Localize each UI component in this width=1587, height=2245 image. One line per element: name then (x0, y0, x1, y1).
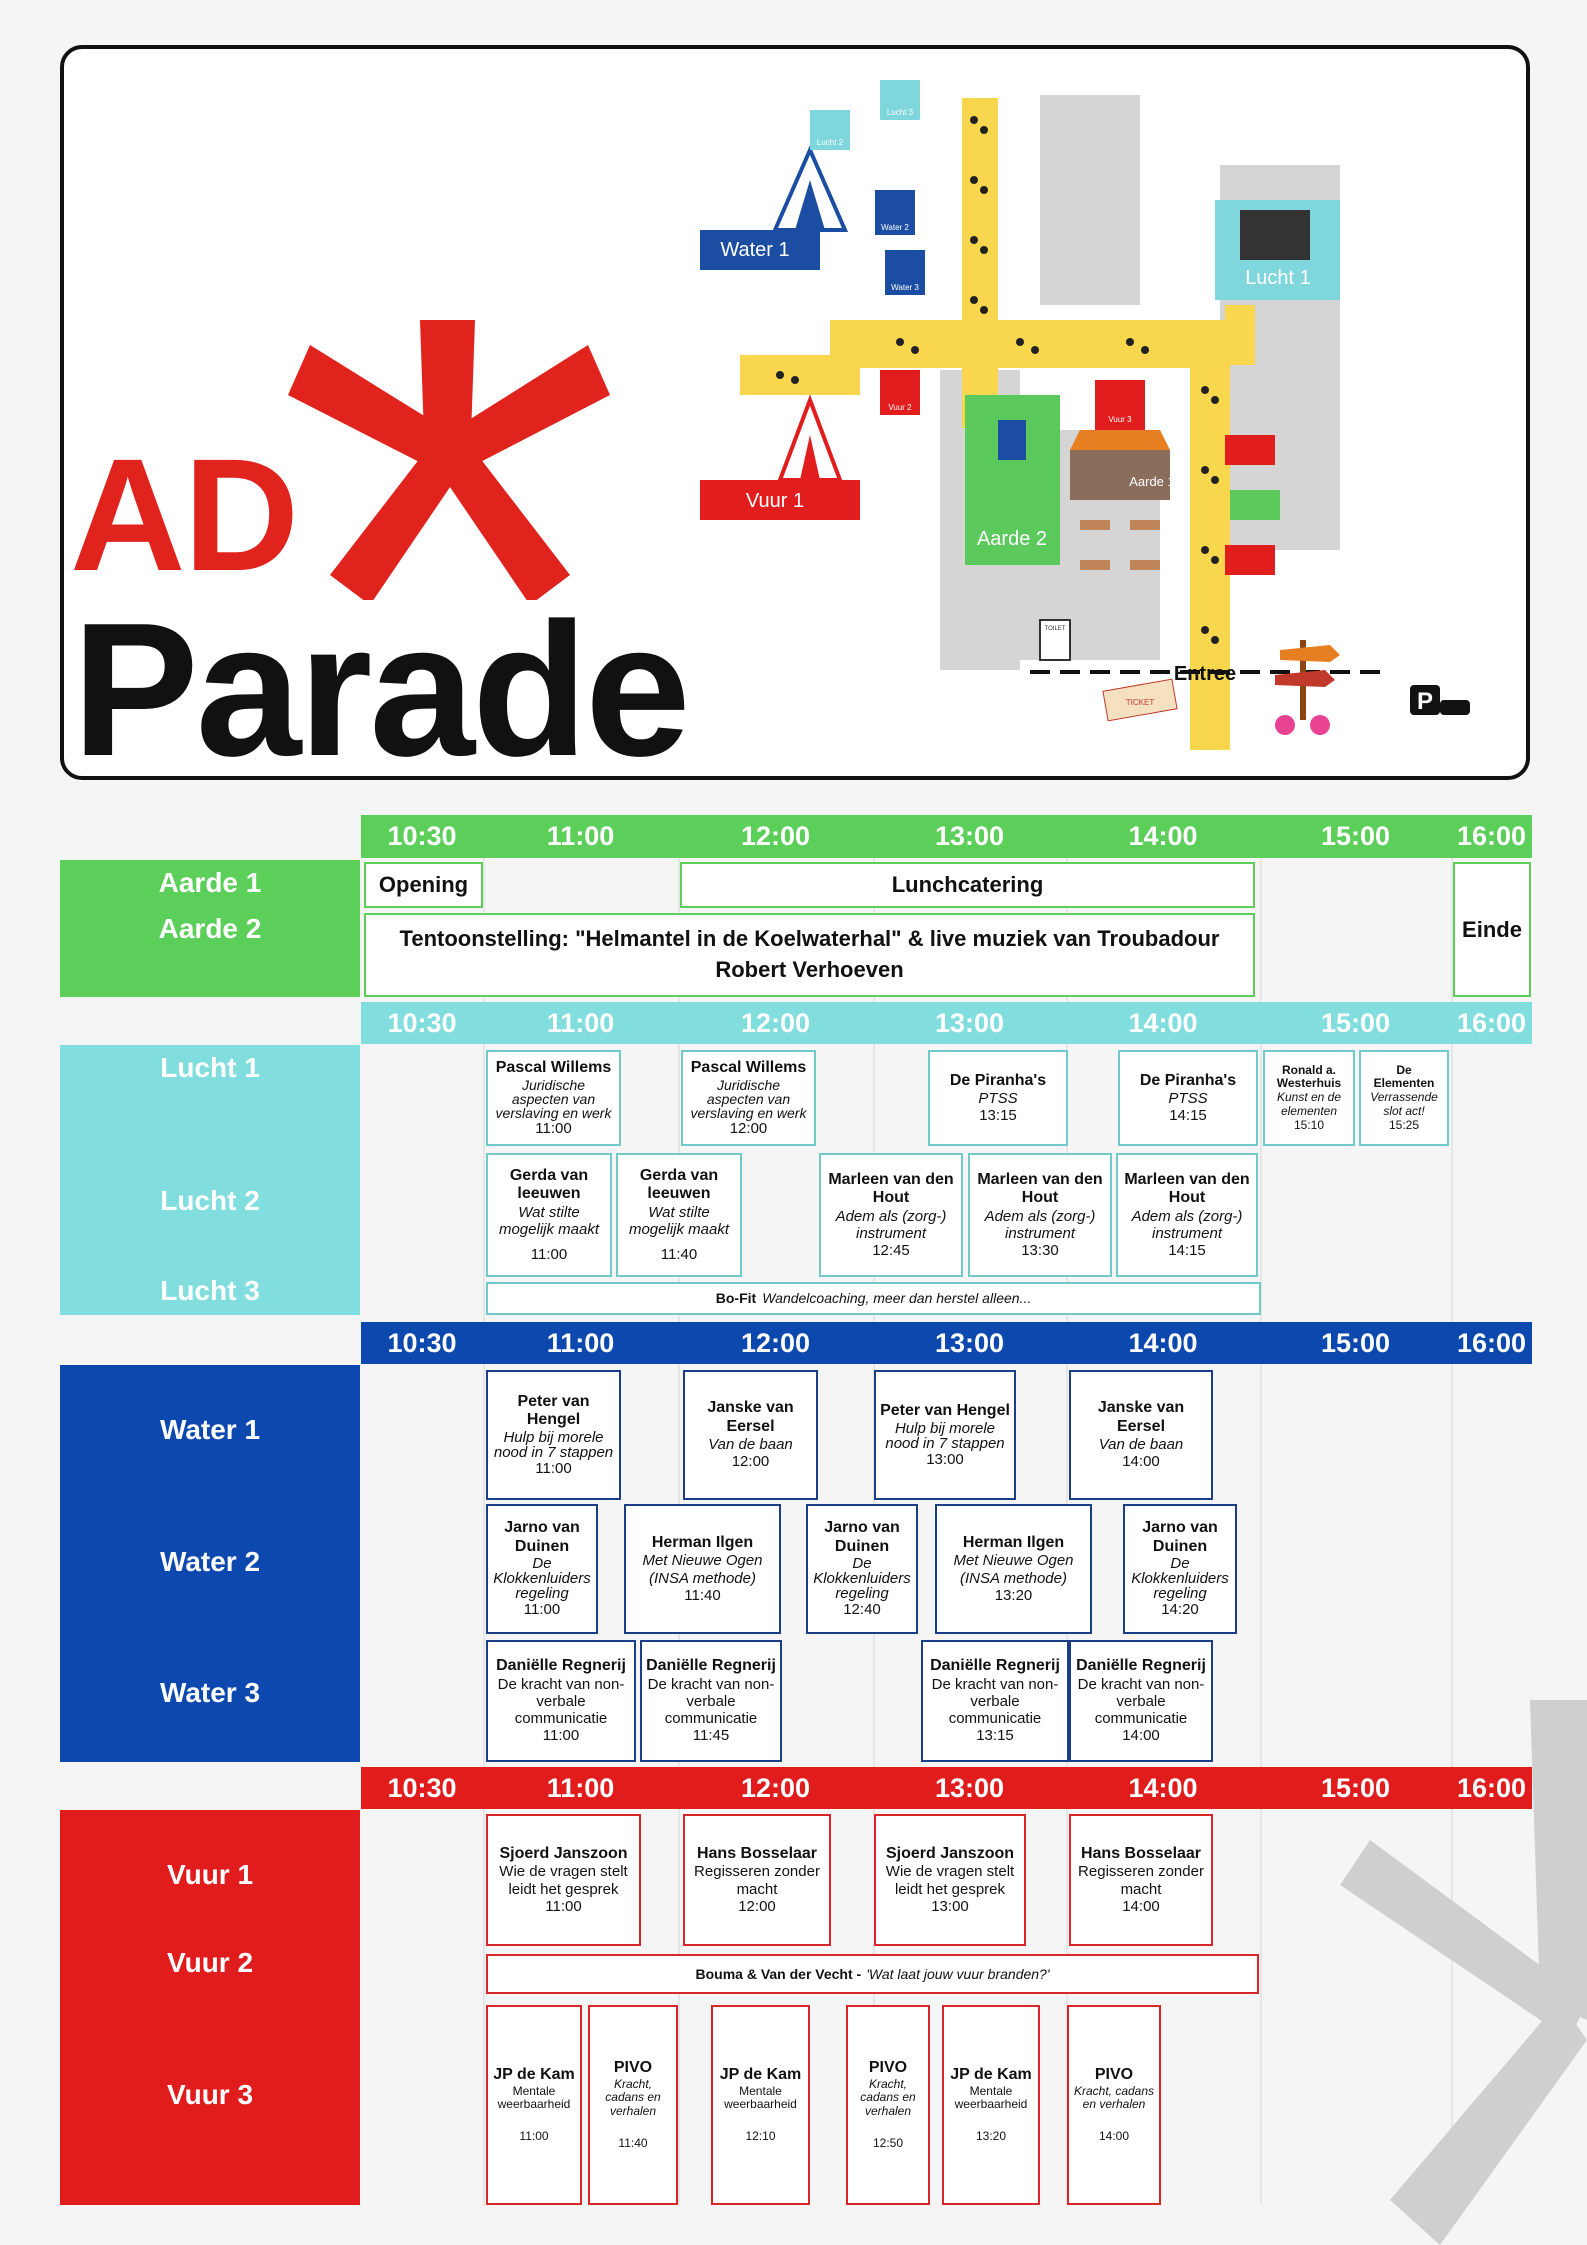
session-lunchcatering: Lunchcatering (680, 862, 1255, 908)
time-1030: 10:30 (387, 1007, 457, 1038)
time-1500: 15:00 (1320, 1327, 1391, 1358)
session-card: De Elementen Verrassende slot act! 15:25 (1359, 1050, 1449, 1146)
zone-water3: Water 3 (159, 1677, 261, 1708)
session-card: Gerda van leeuwen Wat stilte mogelijk maakt 11:40 (616, 1153, 742, 1277)
session-card: Janske van Eersel Van de baan 14:00 (1069, 1370, 1213, 1500)
session-card: Daniëlle Regnerij De kracht van non-verbale communicatie 11:45 (640, 1640, 782, 1762)
session-card: Janske van Eersel Van de baan 12:00 (683, 1370, 818, 1500)
session-card: PIVO Kracht, cadans en verhalen 14:00 (1067, 2005, 1161, 2205)
time-1100: 11:00 (546, 821, 615, 851)
time-1300: 13:00 (934, 1007, 1005, 1038)
time-1200: 12:00 (740, 821, 811, 851)
session-bouma: Bouma & Van der Vecht - 'Wat laat jouw vuur branden?' (486, 1954, 1259, 1994)
map-water1-label: Water 1 (720, 239, 790, 261)
session-card: PIVO Kracht, cadans en verhalen 12:50 (846, 2005, 930, 2205)
asterisk-watermark-icon (1300, 1700, 1587, 2245)
session-tentoonstelling: Tentoonstelling: "Helmantel in de Koelwaterhal" & live muziek van Troubadour Robert Verhoeven (364, 913, 1255, 997)
time-1400: 14:00 (1128, 1327, 1198, 1358)
time-1500: 15:00 (1320, 1772, 1391, 1803)
zone-aarde1: Aarde 1 (158, 866, 262, 898)
map-vuur3-label: Vuur 3 (1108, 415, 1132, 424)
time-1400: 14:00 (1128, 821, 1198, 851)
session-card: Herman Ilgen Met Nieuwe Ogen (INSA methode) 13:20 (935, 1504, 1092, 1634)
map-entree-label: Entree (1173, 663, 1237, 685)
time-1300: 13:00 (934, 1327, 1005, 1358)
zone-water2: Water 2 (159, 1546, 261, 1577)
time-1100: 11:00 (546, 1772, 615, 1803)
time-1300: 13:00 (934, 821, 1005, 851)
logo-parade: Parade (72, 584, 688, 796)
water1-tent (775, 150, 845, 230)
map-vuur1-label: Vuur 1 (745, 490, 805, 512)
session-card: Daniëlle Regnerij De kracht van non-verbale communicatie 13:15 (921, 1640, 1069, 1762)
zone-lucht2: Lucht 2 (160, 1184, 260, 1216)
session-card: Pascal Willems Juridische aspecten van verslaving en werk 11:00 (486, 1050, 621, 1146)
zone-aarde2: Aarde 2 (158, 912, 262, 944)
session-card: Sjoerd Janszoon Wie de vragen stelt leidt het gesprek 11:00 (486, 1814, 641, 1946)
time-1300: 13:00 (934, 1772, 1005, 1803)
session-card: De Piranha's PTSS 14:15 (1118, 1050, 1258, 1146)
session-card: De Piranha's PTSS 13:15 (928, 1050, 1068, 1146)
map-ticket-label: TICKET (1125, 698, 1155, 707)
map-vuur2-label: Vuur 2 (888, 403, 912, 412)
session-card: Ronald a. Westerhuis Kunst en de elementen 15:10 (1263, 1050, 1355, 1146)
session-card: Marleen van den Hout Adem als (zorg-) instrument 13:30 (968, 1153, 1112, 1277)
session-card: Jarno van Duinen De Klokkenluiders regeling 14:20 (1123, 1504, 1237, 1634)
session-card: Daniëlle Regnerij De kracht van non-verbale communicatie 14:00 (1069, 1640, 1213, 1762)
time-1600: 16:00 (1456, 1007, 1527, 1038)
map-toilet-label: TOILET (1044, 626, 1066, 632)
map-water2-label: Water 2 (881, 223, 909, 232)
session-opening: Opening (364, 862, 483, 908)
map-aarde2-label: Aarde 2 (976, 528, 1048, 550)
time-1500: 15:00 (1320, 1007, 1391, 1038)
logo-ad: AD (70, 425, 298, 604)
session-card: JP de Kam Mentale weerbaarheid 11:00 (486, 2005, 582, 2205)
session-card: Peter van Hengel Hulp bij morele nood in 7 stappen 11:00 (486, 1370, 621, 1500)
session-card: Herman Ilgen Met Nieuwe Ogen (INSA methode) 11:40 (624, 1504, 781, 1634)
time-1600: 16:00 (1456, 1327, 1527, 1358)
festival-map (700, 70, 1490, 750)
session-card: Sjoerd Janszoon Wie de vragen stelt leidt het gesprek 13:00 (874, 1814, 1026, 1946)
zone-vuur1: Vuur 1 (166, 1859, 254, 1890)
session-bofit: Bo-Fit Wandelcoaching, meer dan herstel alleen... (486, 1282, 1261, 1315)
zone-vuur3: Vuur 3 (166, 2079, 254, 2110)
time-1200: 12:00 (740, 1327, 811, 1358)
time-1600: 16:00 (1456, 1772, 1527, 1803)
time-1030: 10:30 (387, 821, 457, 851)
map-lucht3-label: Lucht 3 (886, 108, 914, 117)
session-card: Daniëlle Regnerij De kracht van non-verbale communicatie 11:00 (486, 1640, 636, 1762)
time-1200: 12:00 (740, 1772, 811, 1803)
session-card: Hans Bosselaar Regisseren zonder macht 14:00 (1069, 1814, 1213, 1946)
session-card: JP de Kam Mentale weerbaarheid 13:20 (942, 2005, 1040, 2205)
session-card: PIVO Kracht, cadans en verhalen 11:40 (588, 2005, 678, 2205)
zone-water1: Water 1 (159, 1414, 261, 1445)
time-1400: 14:00 (1128, 1007, 1198, 1038)
session-card: JP de Kam Mentale weerbaarheid 12:10 (711, 2005, 810, 2205)
session-card: Marleen van den Hout Adem als (zorg-) instrument 14:15 (1116, 1153, 1258, 1277)
map-aarde1-label: Aarde 1 (1129, 474, 1175, 489)
map-lucht1-label: Lucht 1 (1245, 267, 1311, 289)
time-1500: 15:00 (1320, 821, 1391, 851)
map-lucht2-label: Lucht 2 (816, 138, 844, 147)
time-1200: 12:00 (740, 1007, 811, 1038)
zone-vuur2: Vuur 2 (166, 1947, 254, 1978)
time-1600: 16:00 (1456, 821, 1527, 851)
time-1100: 11:00 (546, 1007, 615, 1038)
session-card: Hans Bosselaar Regisseren zonder macht 12:00 (683, 1814, 831, 1946)
session-card: Pascal Willems Juridische aspecten van verslaving en werk 12:00 (681, 1050, 816, 1146)
map-water3-label: Water 3 (891, 283, 919, 292)
session-card: Jarno van Duinen De Klokkenluiders regeling 11:00 (486, 1504, 598, 1634)
zone-lucht1: Lucht 1 (160, 1051, 260, 1083)
time-1100: 11:00 (546, 1327, 615, 1358)
session-card: Jarno van Duinen De Klokkenluiders regeling 12:40 (806, 1504, 918, 1634)
asterisk-logo-icon (270, 300, 630, 600)
time-1030: 10:30 (387, 1327, 457, 1358)
time-1400: 14:00 (1128, 1772, 1198, 1803)
zone-lucht3: Lucht 3 (160, 1274, 260, 1306)
time-1030: 10:30 (387, 1772, 457, 1803)
session-card: Peter van Hengel Hulp bij morele nood in 7 stappen 13:00 (874, 1370, 1016, 1500)
map-parking-label: P (1416, 688, 1434, 715)
session-einde: Einde (1453, 862, 1531, 997)
session-card: Marleen van den Hout Adem als (zorg-) instrument 12:45 (819, 1153, 963, 1277)
session-card: Gerda van leeuwen Wat stilte mogelijk maakt 11:00 (486, 1153, 612, 1277)
